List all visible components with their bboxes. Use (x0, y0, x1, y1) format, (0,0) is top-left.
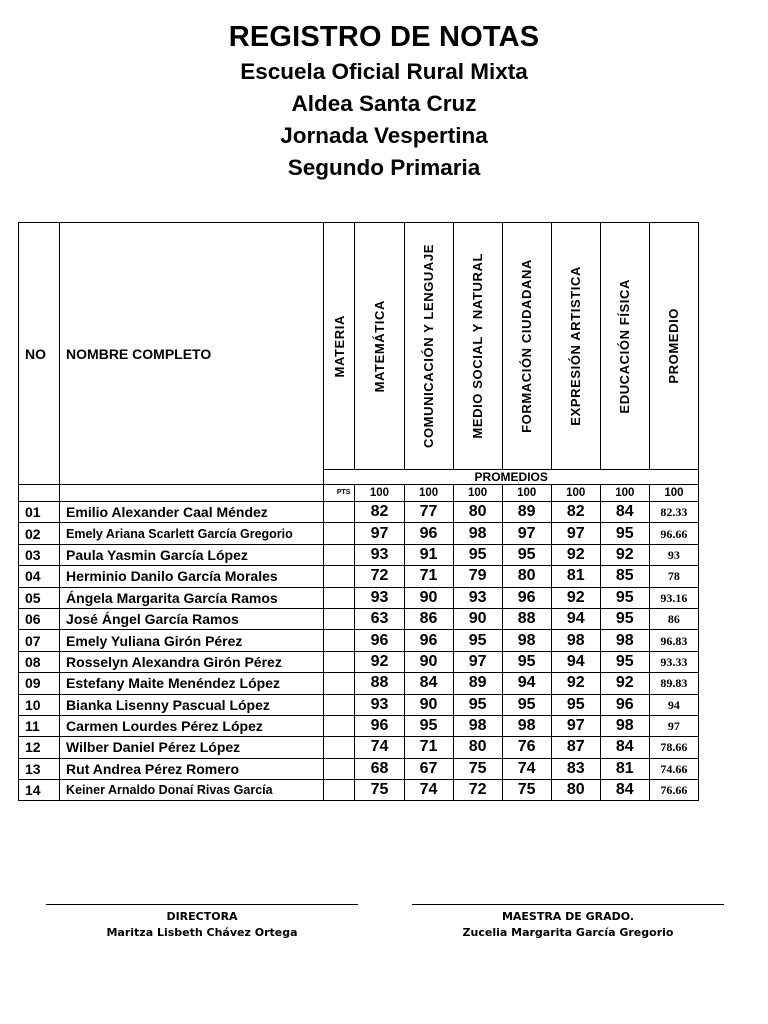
grade-cell: 67 (404, 758, 453, 779)
grade-cell: 74 (355, 737, 404, 758)
average-cell: 78.66 (649, 737, 698, 758)
grade-cell: 85 (600, 566, 649, 587)
grade-cell: 94 (551, 608, 600, 629)
grade-cell: 84 (600, 737, 649, 758)
grade-cell: 71 (404, 566, 453, 587)
column-header-subject: MEDIO SOCIAL Y NATURAL (453, 223, 502, 470)
signature-role: DIRECTORA (166, 910, 238, 923)
average-cell: 86 (649, 608, 698, 629)
table-row (19, 523, 699, 544)
grade-cell: 95 (453, 544, 502, 565)
grade-cell: 97 (551, 715, 600, 736)
average-cell: 94 (649, 694, 698, 715)
table-row (19, 544, 699, 565)
signature-line (412, 904, 724, 905)
student-number: 09 (19, 673, 60, 694)
student-number: 01 (19, 502, 60, 523)
grade-cell: 74 (502, 758, 551, 779)
materia-cell (324, 673, 355, 694)
student-name: Wilber Daniel Pérez López (60, 737, 324, 758)
grade-cell: 80 (453, 502, 502, 523)
grade-cell: 96 (502, 587, 551, 608)
student-number: 11 (19, 715, 60, 736)
grade-cell: 95 (404, 715, 453, 736)
grade-cell: 95 (600, 523, 649, 544)
average-cell: 76.66 (649, 780, 698, 801)
max-points: 100 (453, 485, 502, 502)
max-points: 100 (551, 485, 600, 502)
table-header-row (19, 223, 699, 470)
average-cell: 78 (649, 566, 698, 587)
grade-cell: 97 (355, 523, 404, 544)
student-name: Paula Yasmin García López (60, 544, 324, 565)
grade-cell: 90 (404, 694, 453, 715)
column-header-average: PROMEDIO (649, 223, 698, 470)
grade-cell: 72 (453, 780, 502, 801)
grade-cell: 95 (600, 651, 649, 672)
grade-cell: 93 (355, 694, 404, 715)
signature-role: MAESTRA DE GRADO. (501, 910, 635, 923)
materia-cell (324, 694, 355, 715)
grade-cell: 95 (600, 608, 649, 629)
grade-cell: 94 (502, 673, 551, 694)
average-cell: 89.83 (649, 673, 698, 694)
grade-cell: 95 (453, 694, 502, 715)
student-name: Rut Andrea Pérez Romero (60, 758, 324, 779)
grade-cell: 81 (600, 758, 649, 779)
grade-cell: 74 (404, 780, 453, 801)
table-row (19, 780, 699, 801)
column-header-subject: COMUNICACIÓN Y LENGUAJE (404, 223, 453, 470)
grade-cell: 80 (453, 737, 502, 758)
grade-cell: 98 (551, 630, 600, 651)
max-points: 100 (355, 485, 404, 502)
average-cell: 74.66 (649, 758, 698, 779)
grade-cell: 80 (502, 566, 551, 587)
grade-cell: 96 (355, 715, 404, 736)
grade-name: Segundo Primaria (287, 155, 481, 180)
max-points: 100 (502, 485, 551, 502)
document-header (0, 18, 768, 184)
student-name: Emely Ariana Scarlett García Gregorio (60, 523, 324, 544)
student-number: 06 (19, 608, 60, 629)
signature-directora (46, 904, 358, 941)
column-header-subject: FORMACIÓN CIUDADANA (502, 223, 551, 470)
materia-cell (324, 544, 355, 565)
column-header-name: NOMBRE COMPLETO (60, 223, 324, 485)
column-header-no: NO (19, 223, 60, 485)
grades-table (18, 222, 699, 801)
average-cell: 96.83 (649, 630, 698, 651)
grade-cell: 77 (404, 502, 453, 523)
school-name: Escuela Oficial Rural Mixta (240, 59, 528, 84)
materia-cell (324, 630, 355, 651)
grade-cell: 96 (404, 523, 453, 544)
student-name: Keiner Arnaldo Donaí Rivas García (60, 780, 324, 801)
grade-cell: 93 (355, 587, 404, 608)
student-name: Emely Yuliana Girón Pérez (60, 630, 324, 651)
max-points: 100 (600, 485, 649, 502)
grade-cell: 92 (551, 673, 600, 694)
document-title: REGISTRO DE NOTAS (228, 21, 540, 53)
average-cell: 97 (649, 715, 698, 736)
grade-cell: 71 (404, 737, 453, 758)
average-cell: 93.16 (649, 587, 698, 608)
grade-cell: 79 (453, 566, 502, 587)
average-cell: 82.33 (649, 502, 698, 523)
student-number: 14 (19, 780, 60, 801)
student-number: 12 (19, 737, 60, 758)
signature-name: Maritza Lisbeth Chávez Ortega (106, 926, 298, 939)
grade-cell: 89 (453, 673, 502, 694)
grade-cell: 82 (551, 502, 600, 523)
student-name: Ángela Margarita García Ramos (60, 587, 324, 608)
grade-cell: 90 (404, 651, 453, 672)
student-name: Herminio Danilo García Morales (60, 566, 324, 587)
student-name: Estefany Maite Menéndez López (60, 673, 324, 694)
points-row (19, 485, 699, 502)
grade-cell: 90 (453, 608, 502, 629)
grade-cell: 95 (453, 630, 502, 651)
points-empty-cell (19, 485, 60, 502)
materia-cell (324, 737, 355, 758)
grade-cell: 84 (600, 502, 649, 523)
grade-cell: 93 (453, 587, 502, 608)
grade-cell: 92 (600, 544, 649, 565)
table-row (19, 566, 699, 587)
grade-cell: 98 (453, 715, 502, 736)
grade-cell: 96 (600, 694, 649, 715)
grade-cell: 87 (551, 737, 600, 758)
grade-cell: 95 (502, 694, 551, 715)
village-name: Aldea Santa Cruz (291, 91, 477, 116)
column-header-subject: MATEMÁTICA (355, 223, 404, 470)
max-points: 100 (404, 485, 453, 502)
column-header-materia: MATERIA (324, 223, 355, 470)
grade-cell: 98 (600, 715, 649, 736)
materia-cell (324, 715, 355, 736)
grade-cell: 96 (355, 630, 404, 651)
average-cell: 93 (649, 544, 698, 565)
grade-cell: 90 (404, 587, 453, 608)
student-number: 10 (19, 694, 60, 715)
grade-cell: 84 (404, 673, 453, 694)
student-number: 07 (19, 630, 60, 651)
grade-cell: 98 (600, 630, 649, 651)
grade-cell: 92 (355, 651, 404, 672)
points-empty-cell (60, 485, 324, 502)
student-number: 04 (19, 566, 60, 587)
grade-cell: 76 (502, 737, 551, 758)
materia-cell (324, 758, 355, 779)
grade-cell: 72 (355, 566, 404, 587)
grade-cell: 98 (502, 630, 551, 651)
grade-cell: 97 (453, 651, 502, 672)
table-row (19, 737, 699, 758)
grade-cell: 92 (551, 544, 600, 565)
grade-cell: 96 (404, 630, 453, 651)
grade-cell: 97 (502, 523, 551, 544)
column-header-subject: EXPRESIÓN ARTISTICA (551, 223, 600, 470)
grade-cell: 68 (355, 758, 404, 779)
grade-cell: 75 (502, 780, 551, 801)
materia-cell (324, 780, 355, 801)
grade-cell: 92 (551, 587, 600, 608)
student-name: Rosselyn Alexandra Girón Pérez (60, 651, 324, 672)
materia-cell (324, 587, 355, 608)
column-header-subject: EDUCACIÓN FÍSICA (600, 223, 649, 470)
grade-cell: 94 (551, 651, 600, 672)
grade-cell: 93 (355, 544, 404, 565)
grade-cell: 84 (600, 780, 649, 801)
student-number: 05 (19, 587, 60, 608)
table-row (19, 651, 699, 672)
average-cell: 96.66 (649, 523, 698, 544)
shift-name: Jornada Vespertina (280, 123, 488, 148)
promedios-label: PROMEDIOS (324, 470, 699, 485)
grade-cell: 97 (551, 523, 600, 544)
grade-cell: 89 (502, 502, 551, 523)
student-name: José Ángel García Ramos (60, 608, 324, 629)
materia-cell (324, 523, 355, 544)
student-number: 02 (19, 523, 60, 544)
materia-cell (324, 608, 355, 629)
grade-cell: 95 (600, 587, 649, 608)
table-row (19, 673, 699, 694)
student-name: Emilio Alexander Caal Méndez (60, 502, 324, 523)
table-row (19, 502, 699, 523)
materia-cell (324, 502, 355, 523)
grade-cell: 86 (404, 608, 453, 629)
table-row (19, 715, 699, 736)
grade-cell: 80 (551, 780, 600, 801)
student-number: 13 (19, 758, 60, 779)
average-cell: 93.33 (649, 651, 698, 672)
materia-cell (324, 651, 355, 672)
max-points: 100 (649, 485, 698, 502)
student-number: 08 (19, 651, 60, 672)
signature-maestra (412, 904, 724, 941)
table-row (19, 758, 699, 779)
grade-cell: 81 (551, 566, 600, 587)
student-name: Carmen Lourdes Pérez López (60, 715, 324, 736)
materia-cell (324, 566, 355, 587)
grade-cell: 95 (502, 651, 551, 672)
grade-cell: 92 (600, 673, 649, 694)
table-row (19, 630, 699, 651)
table-row (19, 608, 699, 629)
grade-cell: 91 (404, 544, 453, 565)
student-number: 03 (19, 544, 60, 565)
grade-cell: 82 (355, 502, 404, 523)
grade-cell: 75 (453, 758, 502, 779)
signature-line (46, 904, 358, 905)
grade-cell: 98 (453, 523, 502, 544)
signature-name: Zucelia Margarita García Gregorio (462, 926, 674, 939)
table-row (19, 694, 699, 715)
grade-cell: 83 (551, 758, 600, 779)
grade-cell: 88 (502, 608, 551, 629)
grade-cell: 95 (551, 694, 600, 715)
grade-cell: 88 (355, 673, 404, 694)
points-label: PTS (324, 485, 355, 502)
table-row (19, 587, 699, 608)
grade-cell: 95 (502, 544, 551, 565)
grade-cell: 98 (502, 715, 551, 736)
grade-cell: 75 (355, 780, 404, 801)
student-name: Bianka Lisenny Pascual López (60, 694, 324, 715)
grade-cell: 63 (355, 608, 404, 629)
